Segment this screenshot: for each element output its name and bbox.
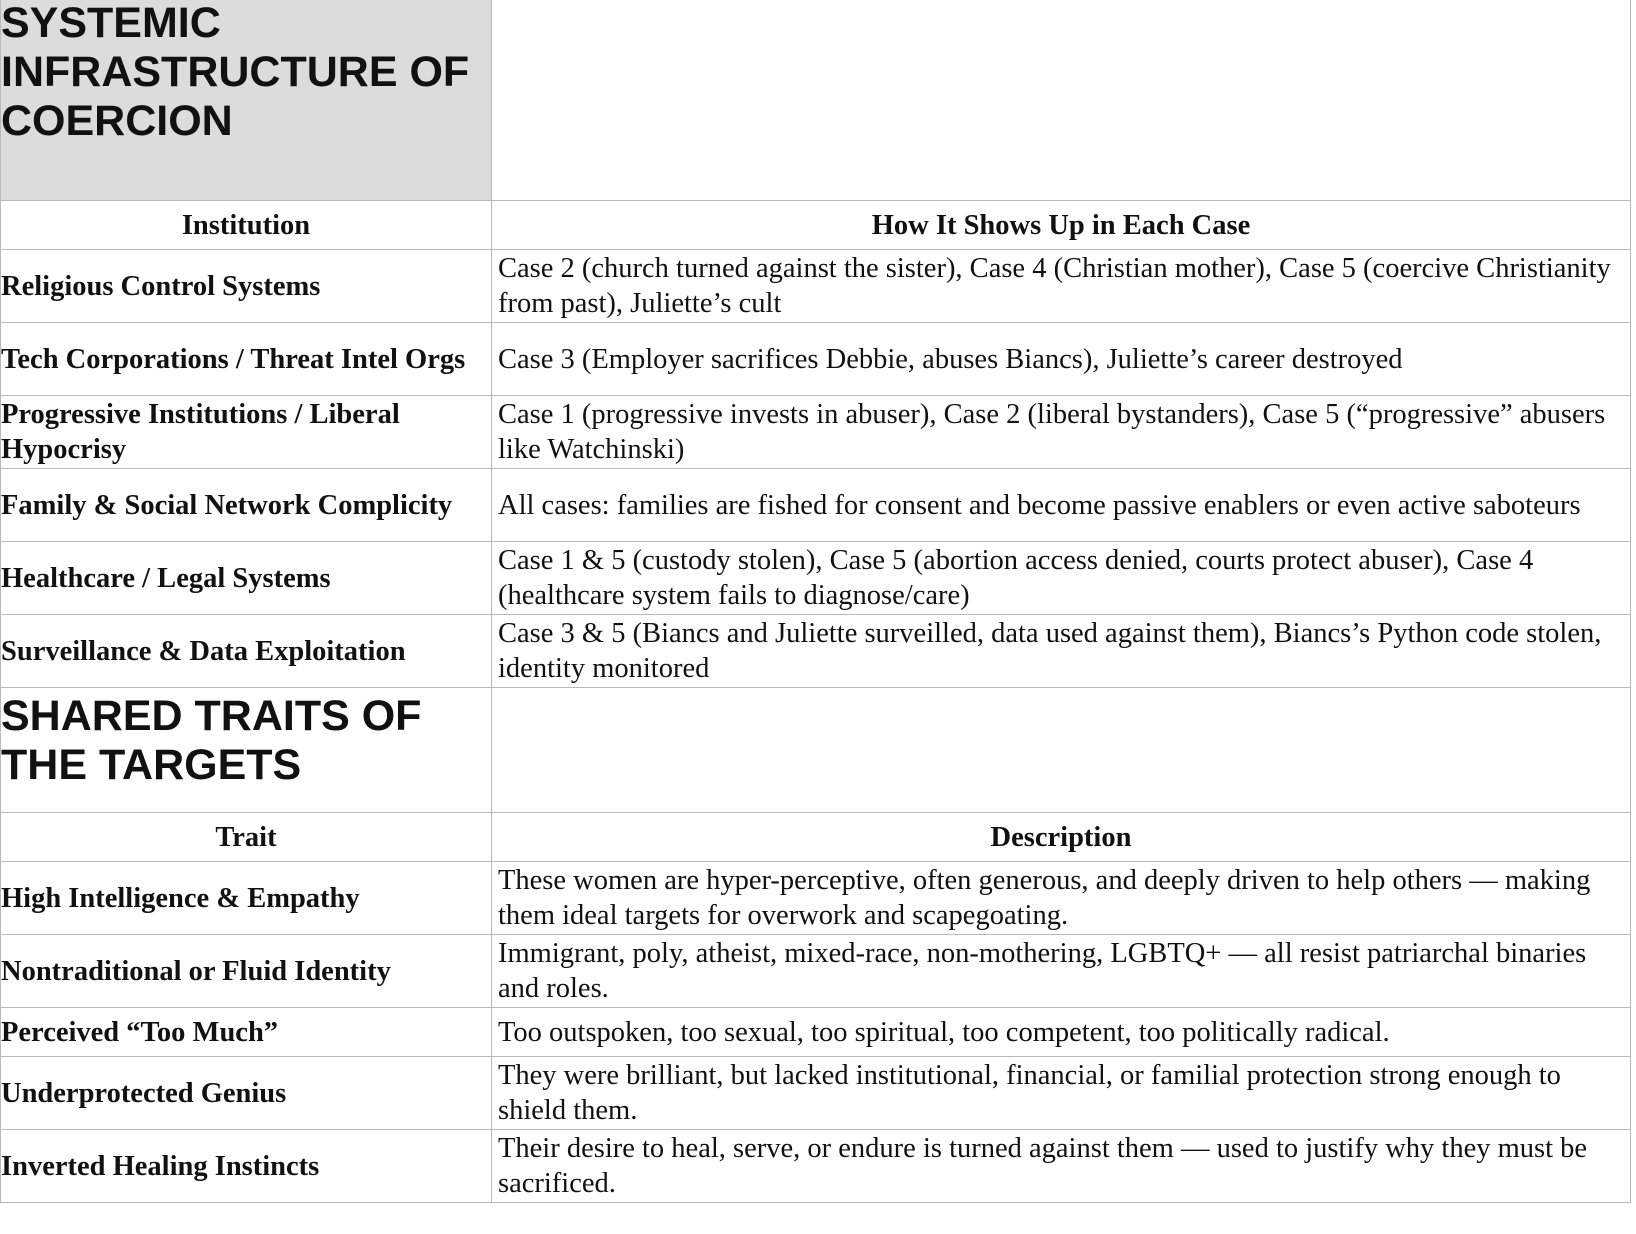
table-row [1, 469, 1631, 542]
row-label: Nontraditional or Fluid Identity [1, 935, 492, 1008]
row-label: Underprotected Genius [1, 1057, 492, 1130]
table-row [1, 396, 1631, 469]
row-label: High Intelligence & Empathy [1, 862, 492, 935]
row-label: Religious Control Systems [1, 250, 492, 323]
empty-cell [492, 688, 1631, 813]
table-header-row [1, 201, 1631, 250]
row-label: Family & Social Network Complicity [1, 469, 492, 542]
row-text: Immigrant, poly, atheist, mixed-race, non-mothering, LGBTQ+ — all resist patriarchal binaries and roles. [492, 935, 1631, 1008]
table-row [1, 1008, 1631, 1057]
column-header-institution: Institution [1, 201, 492, 250]
row-label: Perceived “Too Much” [1, 1008, 492, 1057]
column-header-trait: Trait [1, 813, 492, 862]
section-title-cell [1, 0, 492, 201]
row-text: Case 1 (progressive invests in abuser), Case 2 (liberal bystanders), Case 5 (“progressive” abusers like Watchinski) [492, 396, 1631, 469]
table-row [1, 250, 1631, 323]
row-text: These women are hyper-perceptive, often generous, and deeply driven to help others — making them ideal targets for overwork and scapegoating. [492, 862, 1631, 935]
section-title: SHARED TRAITS OF THE TARGETS [1, 692, 422, 789]
row-label: Surveillance & Data Exploitation [1, 615, 492, 688]
row-label: Inverted Healing Instincts [1, 1130, 492, 1203]
row-label: Healthcare / Legal Systems [1, 542, 492, 615]
table-row [1, 862, 1631, 935]
table-row [1, 1130, 1631, 1203]
section-title-cell [1, 688, 492, 813]
table-row [1, 323, 1631, 396]
column-header-how-it-shows-up: How It Shows Up in Each Case [492, 201, 1631, 250]
row-text: Case 3 & 5 (Biancs and Juliette surveilled, data used against them), Biancs’s Python code stolen, identity monitored [492, 615, 1631, 688]
row-text: Case 3 (Employer sacrifices Debbie, abuses Biancs), Juliette’s career destroyed [492, 323, 1631, 396]
table-row [1, 542, 1631, 615]
table-row [1, 615, 1631, 688]
section-title: SYSTEMIC INFRASTRUCTURE OF COERCION [1, 0, 470, 145]
table-row [1, 935, 1631, 1008]
row-text: Case 2 (church turned against the sister), Case 4 (Christian mother), Case 5 (coercive Christianity from past), Juliette’s cult [492, 250, 1631, 323]
section-title-row [1, 0, 1631, 201]
empty-cell [492, 0, 1631, 201]
column-header-description: Description [492, 813, 1631, 862]
row-text: Too outspoken, too sexual, too spiritual, too competent, too politically radical. [492, 1008, 1631, 1057]
row-text: All cases: families are fished for consent and become passive enablers or even active saboteurs [492, 469, 1631, 542]
row-text: They were brilliant, but lacked institutional, financial, or familial protection strong enough to shield them. [492, 1057, 1631, 1130]
table-header-row [1, 813, 1631, 862]
table-row [1, 1057, 1631, 1130]
row-text: Case 1 & 5 (custody stolen), Case 5 (abortion access denied, courts protect abuser), Case 4 (healthcare system fails to diagnose/care) [492, 542, 1631, 615]
row-label: Tech Corporations / Threat Intel Orgs [1, 323, 492, 396]
row-text: Their desire to heal, serve, or endure is turned against them — used to justify why they must be sacrificed. [492, 1130, 1631, 1203]
row-label: Progressive Institutions / Liberal Hypocrisy [1, 396, 492, 469]
section-title-row [1, 688, 1631, 813]
